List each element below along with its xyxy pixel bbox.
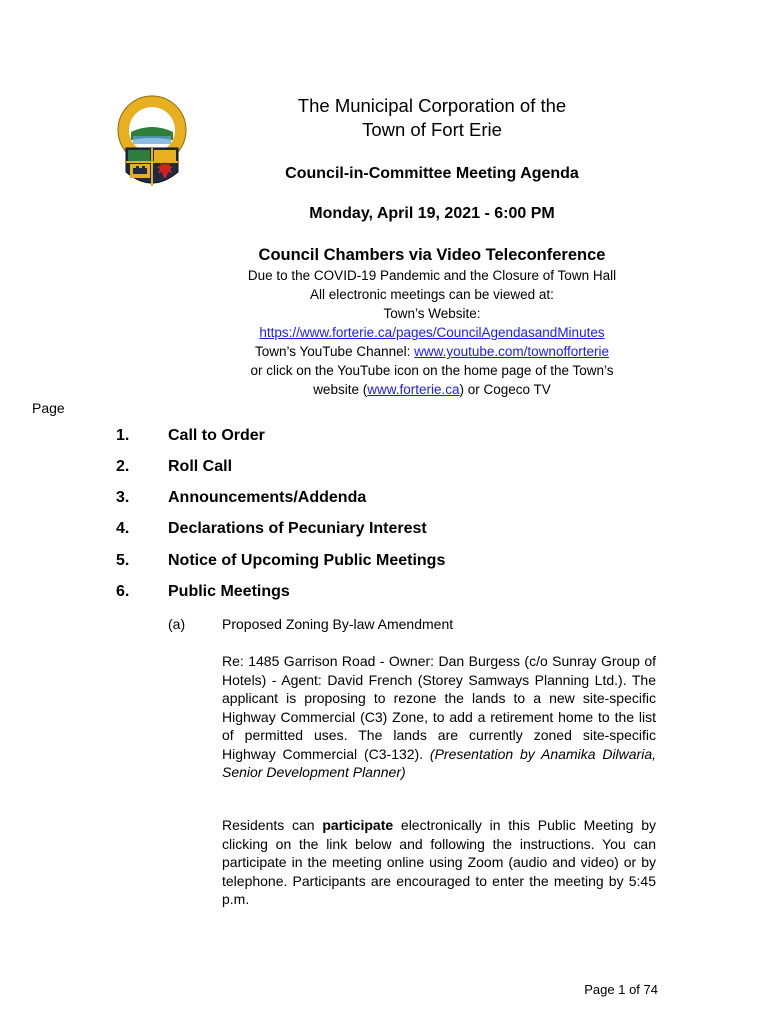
viewing-info: [200, 266, 664, 399]
agenda-number: 2.: [116, 458, 130, 475]
council-agendas-link[interactable]: https://www.forterie.ca/pages/CouncilAgendasandMinutes: [259, 325, 605, 340]
sub-item-description: Re: 1485 Garrison Road - Owner: Dan Burgess (c/o Sunray Group of Hotels) - Agent: David French (Storey Samways Planning Ltd.). The applicant is proposing to rezone the lands to a new site-specific Highway Commercial (C3) Zone, to add a retirement home to the list of permitted uses. The lands are currently zoned site-specific Highway Commercial (C3-132).: [222, 653, 656, 762]
sub-item-title: Proposed Zoning By-law Amendment: [222, 616, 454, 632]
document-header: [200, 94, 664, 142]
sub-item-marker: (a): [168, 616, 186, 632]
sub-item-description-block: [222, 652, 656, 782]
residents-suffix: electronically in this Public Meeting by clicking on the link below and following the instructions. You can participate in the meeting online using Zoom (audio and video) or by telephone. Participants are encouraged to enter the meeting by 5:45 p.m.: [222, 817, 657, 907]
agenda-label: Announcements/Addenda: [168, 489, 367, 506]
info-line-6-suffix: ) or Cogeco TV: [459, 382, 551, 397]
youtube-channel-link[interactable]: www.youtube.com/townofforterie: [414, 344, 609, 359]
meeting-date-time: Monday, April 19, 2021 - 6:00 PM: [309, 205, 555, 222]
agenda-label: Notice of Upcoming Public Meetings: [168, 552, 446, 569]
agenda-label: Call to Order: [168, 427, 265, 444]
agenda-label: Roll Call: [168, 458, 233, 475]
info-line-1: Due to the COVID-19 Pandemic and the Closure of Town Hall: [247, 268, 617, 283]
agenda-number: 4.: [116, 520, 130, 537]
info-line-5: or click on the YouTube icon on the home page of the Town’s: [250, 363, 614, 378]
meeting-location: Council Chambers via Video Teleconference: [258, 246, 606, 264]
town-crest-logo: [106, 92, 198, 196]
agenda-number: 5.: [116, 552, 130, 569]
agenda-number: 1.: [116, 427, 130, 444]
residents-bold: participate: [322, 817, 394, 833]
agenda-label: Declarations of Pecuniary Interest: [168, 520, 427, 537]
meeting-type: Council-in-Committee Meeting Agenda: [285, 165, 579, 182]
page-column-label: Page: [32, 400, 65, 416]
forterie-link[interactable]: www.forterie.ca: [367, 382, 460, 397]
sub-item-presentation: (Presentation by Anamika Dilwaria, Senior Development Planner): [222, 745, 657, 780]
residents-prefix: Residents can: [222, 817, 323, 833]
agenda-label: Public Meetings: [168, 583, 290, 600]
agenda-number: 3.: [116, 489, 130, 506]
info-line-2: All electronic meetings can be viewed at:: [310, 287, 554, 302]
info-line-6-prefix: website (: [313, 382, 368, 397]
title-line-2: Town of Fort Erie: [362, 119, 502, 140]
residents-participation-paragraph: [222, 816, 656, 909]
title-line-1: The Municipal Corporation of the: [297, 95, 567, 116]
page-number: Page 1 of 74: [584, 982, 658, 997]
youtube-prefix: Town’s YouTube Channel:: [255, 344, 415, 359]
info-line-3: Town’s Website:: [383, 306, 481, 321]
agenda-number: 6.: [116, 583, 130, 600]
